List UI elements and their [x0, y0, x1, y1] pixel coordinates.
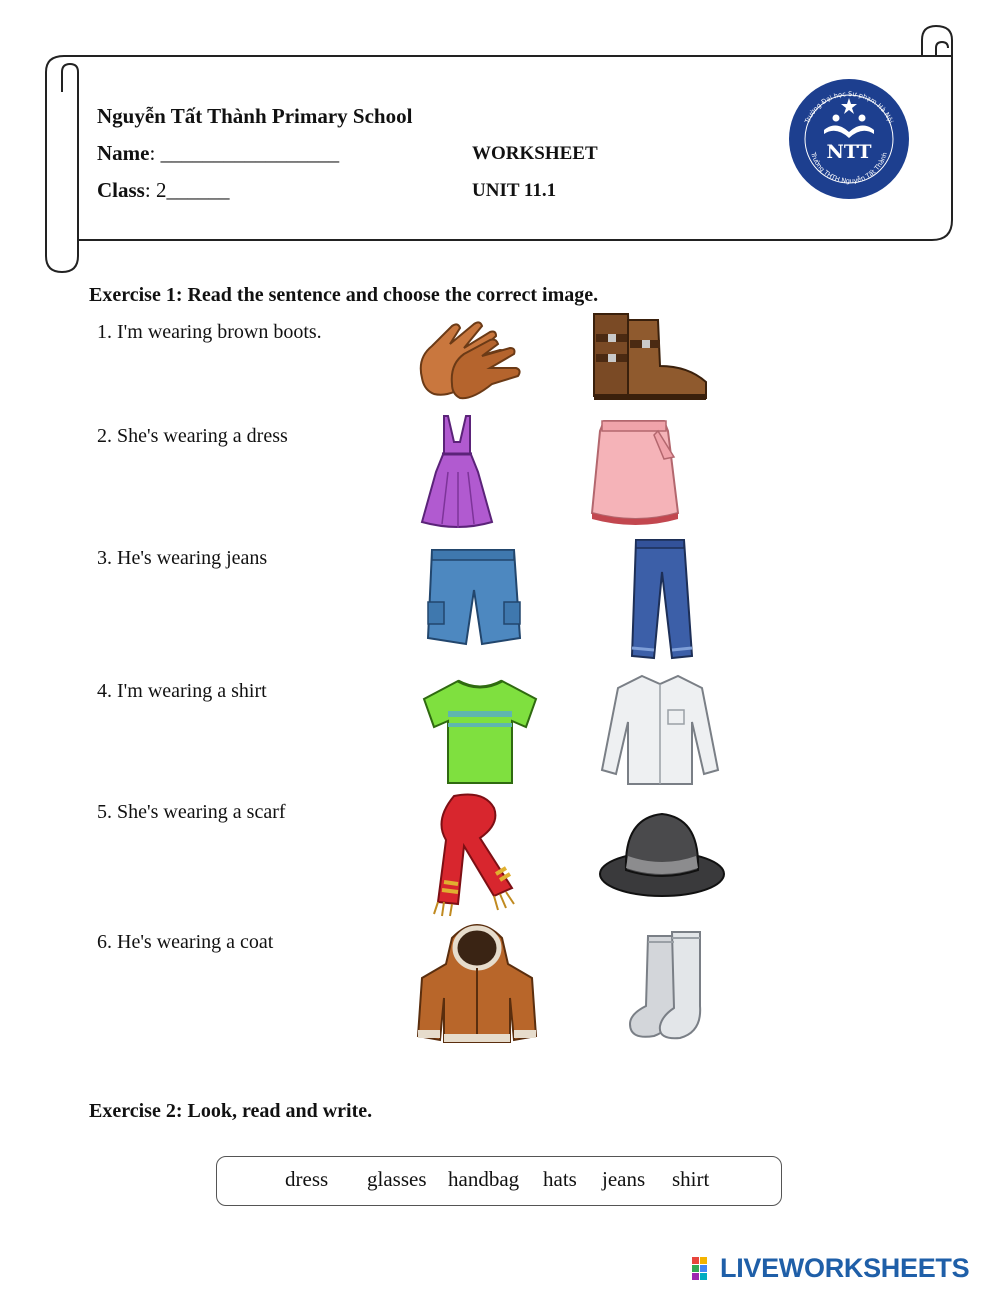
word-jeans: jeans	[602, 1167, 646, 1191]
option-2b-skirt-image[interactable]	[588, 417, 684, 529]
school-logo	[788, 78, 910, 200]
logo-ring-top: Trường Đại học Sư phạm Hà Nội	[803, 89, 895, 125]
word-shirt: shirt	[672, 1167, 710, 1191]
word-hats: hats	[543, 1167, 577, 1191]
class-label: Class	[97, 178, 145, 202]
option-5b-hat-image[interactable]	[596, 808, 728, 900]
option-4a-t-shirt-image[interactable]	[418, 677, 542, 787]
class-blank[interactable]: : 2______	[144, 178, 230, 202]
liveworksheets-brand: LIVEWORKSHEETS	[720, 1253, 970, 1283]
option-4b-shirt-image[interactable]	[598, 670, 722, 788]
option-1a-gloves-image[interactable]	[412, 318, 527, 403]
name-line	[97, 141, 339, 166]
question-1: 1. I'm wearing brown boots.	[97, 321, 322, 343]
word-dress: dress	[285, 1167, 329, 1191]
worksheet-title: WORKSHEET	[472, 143, 598, 164]
exercise1-title: Exercise 1: Read the sentence and choose the correct image.	[89, 284, 599, 306]
option-3b-jeans-image[interactable]	[628, 536, 694, 662]
option-5a-scarf-image[interactable]	[424, 790, 524, 918]
word-glasses: glasses	[367, 1167, 427, 1191]
option-6a-coat-image[interactable]	[412, 918, 542, 1050]
question-3: 3. He's wearing jeans	[97, 547, 268, 569]
option-3a-shorts-image[interactable]	[424, 546, 524, 650]
name-blank[interactable]: : _________________	[149, 141, 340, 165]
logo-ring-bottom: Trường THTH Nguyễn Tất Thành	[809, 151, 889, 186]
unit-label: UNIT 11.1	[472, 180, 557, 201]
liveworksheets-icon	[692, 1257, 716, 1281]
name-label: Name	[97, 141, 150, 165]
logo-text: NTT	[826, 141, 872, 163]
question-2: 2. She's wearing a dress	[97, 425, 288, 447]
word-bank	[216, 1156, 782, 1206]
question-4: 4. I'm wearing a shirt	[97, 680, 267, 702]
option-1b-boots-image[interactable]	[588, 310, 710, 405]
option-2a-dress-image[interactable]	[418, 412, 496, 532]
class-line	[97, 178, 229, 203]
exercise2-title: Exercise 2: Look, read and write.	[89, 1100, 373, 1122]
question-6: 6. He's wearing a coat	[97, 931, 274, 953]
option-6b-socks-image[interactable]	[624, 928, 720, 1044]
word-handbag: handbag	[448, 1167, 520, 1191]
question-5: 5. She's wearing a scarf	[97, 801, 286, 823]
school-name: Nguyễn Tất Thành Primary School	[97, 104, 413, 128]
